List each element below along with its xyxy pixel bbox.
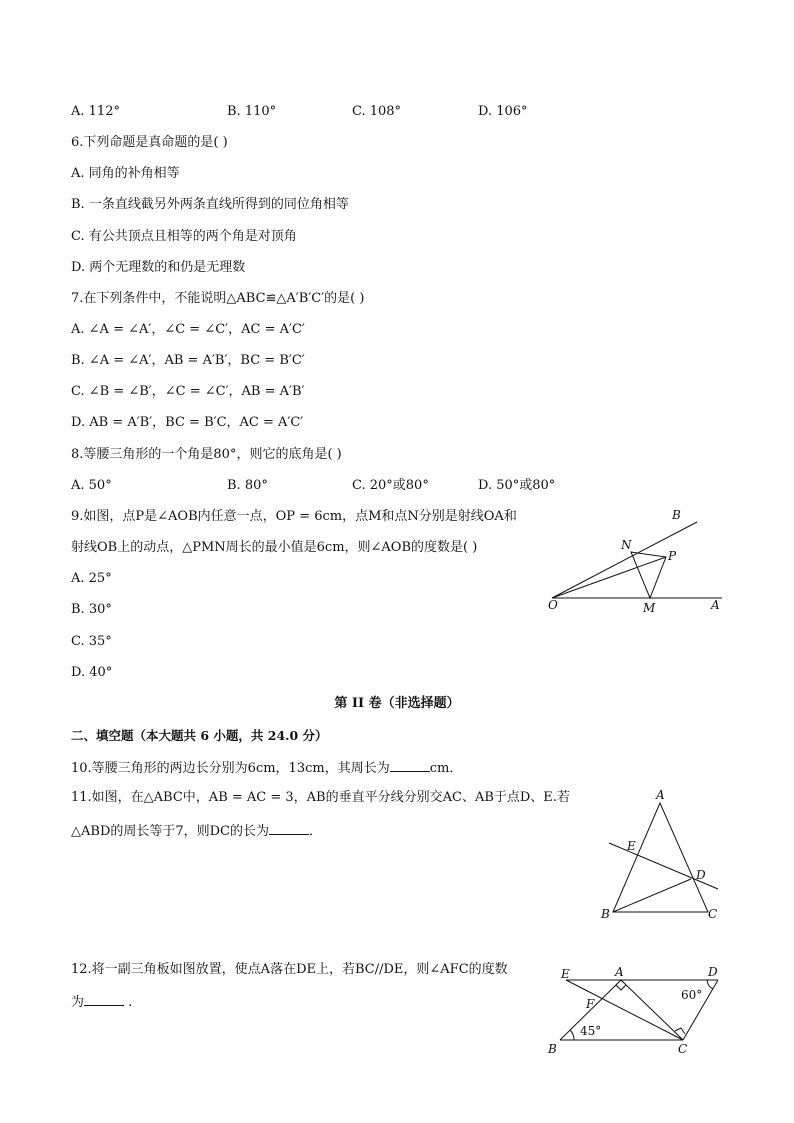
q10-stem (71, 759, 462, 777)
q11-triangle-abc (613, 803, 708, 912)
q10-stem-text: 10.等腰三角形的两边长分别为6cm，13cm，其周长为 (71, 761, 390, 776)
q12-stem-line1: 12.将一副三角板如图放置，使点A落在DE上，若BC//DE，则∠AFC的度数 (71, 962, 508, 977)
q5-option-c: C. 108° (352, 104, 402, 119)
q7-option-c: C. ∠B = ∠B′，∠C = ∠C′，AB = A′B′ (71, 384, 305, 399)
q9-option-c: C. 35° (71, 634, 112, 649)
q12-angle-arc-60 (707, 980, 713, 989)
q6-option-c: C. 有公共顶点且相等的两个角是对顶角 (71, 229, 297, 244)
q11-label-e: E (627, 839, 636, 853)
q8-option-b: B. 80° (227, 478, 268, 493)
q9-label-n: N (621, 538, 632, 552)
q12-segment-ac (621, 980, 683, 1040)
q9-ray-ob (552, 522, 697, 598)
q9-label-a: A (711, 598, 720, 612)
q11-label-b: B (601, 907, 610, 921)
q7-option-b: B. ∠A = ∠A′，AB = A′B′，BC = B′C′ (71, 353, 305, 368)
q11-stem-text: △ABD的周长等于7，则DC的长为 (71, 824, 270, 839)
q11-stem-line1: 11.如图，在△ABC中，AB = AC = 3，AB的垂直平分线分别交AC、AB于点D、E.若 (71, 790, 570, 805)
q7-option-d: D. AB = A′B′，BC = B′C，AC = A′C′ (71, 415, 304, 430)
q12-label-a: A (615, 965, 624, 979)
q12-label-c: C (678, 1042, 688, 1056)
q12-label-b: B (548, 1042, 557, 1056)
q9-label-o: O (548, 598, 558, 612)
q12-right-angle-c (675, 1028, 685, 1034)
q11-stem-tail: ． (309, 824, 323, 839)
q9-option-d: D. 40° (71, 665, 113, 680)
q12-segment-ec (566, 980, 683, 1040)
q10-stem-tail: cm． (429, 761, 463, 776)
q9-label-b: B (672, 508, 681, 522)
q12-segment-dc (683, 980, 718, 1040)
fill-in-header: 二、填空题（本大题共 6 小题，共 24.0 分） (71, 728, 328, 743)
q9-label-m: M (643, 601, 656, 615)
q12-segment-ba (560, 980, 621, 1040)
q9-option-b: B. 30° (71, 602, 112, 617)
q8-option-d: D. 50°或80° (478, 478, 556, 493)
q11-segment-bd (613, 879, 691, 912)
q9-segment-op (552, 557, 666, 598)
q11-label-d: D (696, 868, 706, 882)
q8-option-a: A. 50° (71, 478, 112, 493)
q12-angle-45-label: 45° (580, 1024, 602, 1038)
q12-label-e: E (561, 967, 570, 981)
q9-label-p: P (668, 549, 677, 563)
q11-answer-blank (269, 822, 309, 835)
q12-angle-60-label: 60° (681, 988, 703, 1002)
q9-triangle-pmn (631, 552, 666, 598)
q6-option-a: A. 同角的补角相等 (71, 166, 180, 181)
q9-stem-line1: 9.如图，点P是∠AOB内任意一点，OP = 6cm，点M和点N分别是射线OA和 (71, 509, 517, 524)
q12-label-d: D (708, 965, 718, 979)
q6-option-d: D. 两个无理数的和仍是无理数 (71, 260, 246, 275)
q10-answer-blank (390, 759, 430, 772)
q6-option-b: B. 一条直线截另外两条直线所得到的同位角相等 (71, 197, 349, 212)
q11-label-c: C (708, 907, 718, 921)
section-title: 第 II 卷（非选择题） (334, 696, 460, 711)
q12-label-f: F (586, 997, 595, 1011)
q11-stem-line2 (71, 822, 322, 840)
q5-option-d: D. 106° (478, 104, 528, 119)
q9-option-a: A. 25° (71, 571, 112, 586)
q12-stem-line2 (71, 993, 132, 1011)
q8-stem: 8.等腰三角形的一个角是80°，则它的底角是( ) (71, 447, 342, 462)
q5-option-b: B. 110° (227, 104, 277, 119)
q7-option-a: A. ∠A = ∠A′，∠C = ∠C′，AC = A′C′ (71, 322, 305, 337)
q8-option-c: C. 20°或80° (352, 478, 429, 493)
q11-label-a: A (656, 788, 665, 802)
q12-stem-text: 为 (71, 995, 85, 1010)
q12-answer-blank (84, 993, 124, 1006)
q12-angle-arc-45 (570, 1030, 574, 1040)
q12-stem-tail: . (124, 995, 133, 1010)
q12-right-angle-a (616, 985, 626, 990)
q11-perpendicular-bisector (609, 843, 718, 889)
q5-option-a: A. 112° (71, 104, 120, 119)
q7-stem: 7.在下列条件中，不能说明△ABC≌△A′B′C′的是( ) (71, 291, 365, 306)
q9-stem-line2: 射线OB上的动点，△PMN周长的最小值是6cm，则∠AOB的度数是( ) (71, 540, 478, 555)
q6-stem: 6.下列命题是真命题的是( ) (71, 135, 228, 150)
